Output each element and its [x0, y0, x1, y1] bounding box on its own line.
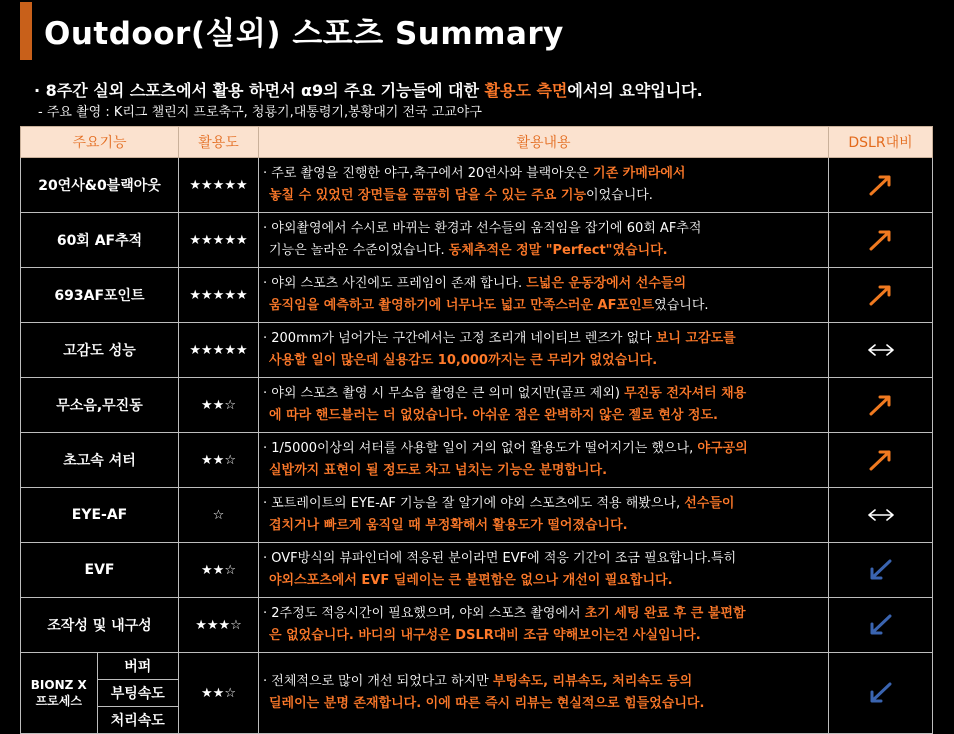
feature-cell: 693AF포인트 — [21, 268, 179, 323]
header-content: 활용내용 — [259, 127, 829, 158]
content-cell — [259, 158, 829, 213]
content-highlight: 움직임을 예측하고 촬영하기에 너무나도 넓고 만족스러운 AF포인트 — [269, 298, 655, 313]
content-line-2 — [263, 515, 824, 537]
content-text: · 야외 스포츠 촬영 시 무소음 촬영은 큰 의미 없지만(골프 제외) — [263, 386, 625, 401]
content-line-1 — [263, 273, 824, 295]
rating-cell: ★★☆ — [179, 433, 259, 488]
content-highlight: 사용할 일이 많은데 실용감도 10,000까지는 큰 무리가 없었습니다. — [269, 353, 658, 368]
content-text: · 포트레이트의 EYE-AF 기능을 잘 알기에 야외 스포츠에도 적용 해봤으나, — [263, 496, 685, 511]
content-text: · 야외촬영에서 수시로 바뀌는 환경과 선수들의 움직임을 잡기에 60회 AF추적 — [263, 221, 702, 236]
bionz-feature-cell — [21, 653, 179, 734]
feature-cell: 조작성 및 내구성 — [21, 598, 179, 653]
compare-cell — [829, 543, 933, 598]
up-arrow-icon — [866, 282, 896, 308]
content-highlight: 보니 고감도를 — [655, 331, 736, 346]
feature-cell: EVF — [21, 543, 179, 598]
content-text: 기능은 놀라운 수준이었습니다. — [269, 243, 449, 258]
compare-cell — [829, 158, 933, 213]
intro-text-pre: · 8주간 실외 스포츠에서 활용 하면서 α9의 주요 기능들에 대한 — [34, 81, 485, 100]
feature-cell: EYE-AF — [21, 488, 179, 543]
header-feature: 주요기능 — [21, 127, 179, 158]
table-header-row — [21, 127, 933, 158]
rating-cell: ★★☆ — [179, 378, 259, 433]
content-line-1 — [263, 328, 824, 350]
content-cell — [259, 213, 829, 268]
up-arrow-icon — [866, 227, 896, 253]
content-line-2 — [263, 460, 824, 482]
content-line-1 — [263, 218, 824, 240]
rating-cell: ★★☆ — [179, 543, 259, 598]
content-highlight: 드넓은 운동장에서 선수들의 — [526, 276, 686, 291]
table-row — [21, 158, 933, 213]
rating-cell: ★★★★★ — [179, 268, 259, 323]
table-row — [21, 323, 933, 378]
feature-cell: 20연사&0블랙아웃 — [21, 158, 179, 213]
feature-cell: 무소음,무진동 — [21, 378, 179, 433]
content-text: · 전체적으로 많이 개선 되었다고 하지만 — [263, 674, 493, 689]
content-line-2 — [263, 693, 824, 715]
header-rating: 활용도 — [179, 127, 259, 158]
content-cell — [259, 488, 829, 543]
content-highlight: 부팅속도, 리뷰속도, 처리속도 등의 — [492, 674, 693, 689]
content-line-2 — [263, 405, 824, 427]
feature-cell: 고감도 성능 — [21, 323, 179, 378]
content-highlight: 겹치거나 빠르게 움직일 때 부정확해서 활용도가 떨어졌습니다. — [269, 518, 628, 533]
content-line-1 — [263, 548, 824, 570]
up-arrow-icon — [866, 392, 896, 418]
content-highlight: 에 따라 핸드블러는 더 없었습니다. 아쉬운 점은 완벽하지 않은 젤로 현상 정도. — [269, 408, 718, 423]
down-arrow-icon — [866, 557, 896, 583]
content-highlight: 실밥까지 표현이 될 정도로 차고 넘치는 기능은 분명합니다. — [269, 463, 608, 478]
content-highlight: 무진동 전자셔터 채용 — [624, 386, 747, 401]
table-row — [21, 598, 933, 653]
table-row — [21, 213, 933, 268]
down-arrow-icon — [866, 680, 896, 706]
rating-cell: ★★★★★ — [179, 213, 259, 268]
compare-cell — [829, 653, 933, 734]
intro-highlight: 활용도 측면 — [484, 81, 568, 100]
content-cell — [259, 433, 829, 488]
bionz-label: BIONZ X 프로세스 — [21, 653, 97, 733]
header-compare: DSLR대비 — [829, 127, 933, 158]
content-cell — [259, 323, 829, 378]
page-title: Outdoor(실외) 스포츠 Summary — [44, 16, 564, 52]
content-text: · 2주정도 적응시간이 필요했으며, 야외 스포츠 촬영에서 — [263, 606, 585, 621]
compare-cell — [829, 598, 933, 653]
table-row — [21, 488, 933, 543]
intro-line — [34, 78, 703, 101]
compare-cell — [829, 488, 933, 543]
content-text: · 야외 스포츠 사진에도 프레임이 존재 합니다. — [263, 276, 527, 291]
intro-note: - 주요 촬영 : K리그 챌린지 프로축구, 청룡기,대통령기,봉황대기 전국 고교야구 — [38, 105, 482, 120]
up-arrow-icon — [866, 447, 896, 473]
table-row — [21, 543, 933, 598]
content-highlight: 은 없었습니다. 바디의 내구성은 DSLR대비 조금 약해보이는건 사실입니다. — [269, 628, 701, 643]
content-highlight: 초기 세팅 완료 후 큰 불편함 — [584, 606, 746, 621]
content-line-2 — [263, 240, 824, 262]
intro-text-post: 에서의 요약입니다. — [567, 81, 703, 100]
content-text: 이었습니다. — [586, 188, 653, 203]
compare-cell — [829, 268, 933, 323]
content-highlight: 선수들이 — [684, 496, 735, 511]
content-cell — [259, 378, 829, 433]
content-text: · 200mm가 넘어가는 구간에서는 고정 조리개 네이티브 렌즈가 없다 — [263, 331, 656, 346]
content-text: · OVF방식의 뷰파인더에 적응된 분이라면 EVF에 적응 기간이 조금 필요합니다.특히 — [263, 551, 737, 566]
compare-cell — [829, 378, 933, 433]
compare-cell — [829, 323, 933, 378]
title-accent-bar — [20, 2, 32, 60]
content-text: 였습니다. — [654, 298, 709, 313]
bionz-sub-item: 처리속도 — [97, 707, 178, 734]
content-cell — [259, 268, 829, 323]
compare-cell — [829, 433, 933, 488]
content-highlight: 기존 카메라에서 — [593, 166, 686, 181]
feature-cell: 초고속 셔터 — [21, 433, 179, 488]
rating-cell: ★★★★★ — [179, 323, 259, 378]
content-cell — [259, 653, 829, 734]
content-line-2 — [263, 350, 824, 372]
feature-cell: 60회 AF추적 — [21, 213, 179, 268]
bionz-sub-item: 버퍼 — [97, 653, 178, 680]
content-line-1 — [263, 603, 824, 625]
content-text: · 주로 촬영을 진행한 야구,축구에서 20연사와 블랙아웃은 — [263, 166, 594, 181]
rating-cell: ☆ — [179, 488, 259, 543]
content-highlight: 놓칠 수 있었던 장면들을 꼼꼼히 담을 수 있는 주요 기능 — [269, 188, 587, 203]
compare-cell — [829, 213, 933, 268]
table-row — [21, 378, 933, 433]
rating-cell: ★★★★★ — [179, 158, 259, 213]
content-text: · 1/5000이상의 셔터를 사용할 일이 거의 없어 활용도가 떨어지기는 했으나, — [263, 441, 698, 456]
rating-cell: ★★☆ — [179, 653, 259, 734]
summary-table — [20, 126, 933, 734]
equal-arrow-icon — [866, 502, 896, 528]
bionz-sub-item: 부팅속도 — [97, 680, 178, 707]
content-line-2 — [263, 295, 824, 317]
content-highlight: 동체추적은 정말 "Perfect"였습니다. — [448, 243, 668, 258]
content-cell — [259, 598, 829, 653]
table-row — [21, 433, 933, 488]
content-line-2 — [263, 625, 824, 647]
content-line-2 — [263, 570, 824, 592]
content-cell — [259, 543, 829, 598]
up-arrow-icon — [866, 172, 896, 198]
content-highlight: 야외스포츠에서 EVF 딜레이는 큰 불편함은 없으나 개선이 필요합니다. — [269, 573, 673, 588]
content-line-1 — [263, 493, 824, 515]
table-row — [21, 268, 933, 323]
content-line-1 — [263, 383, 824, 405]
content-highlight: 야구공의 — [697, 441, 748, 456]
content-line-2 — [263, 185, 824, 207]
content-line-1 — [263, 671, 824, 693]
content-line-1 — [263, 438, 824, 460]
content-highlight: 딜레이는 분명 존재합니다. 이에 따른 즉시 리뷰는 현실적으로 힘들었습니다. — [269, 696, 705, 711]
rating-cell: ★★★☆ — [179, 598, 259, 653]
content-line-1 — [263, 163, 824, 185]
equal-arrow-icon — [866, 337, 896, 363]
down-arrow-icon — [866, 612, 896, 638]
table-row — [21, 653, 933, 734]
